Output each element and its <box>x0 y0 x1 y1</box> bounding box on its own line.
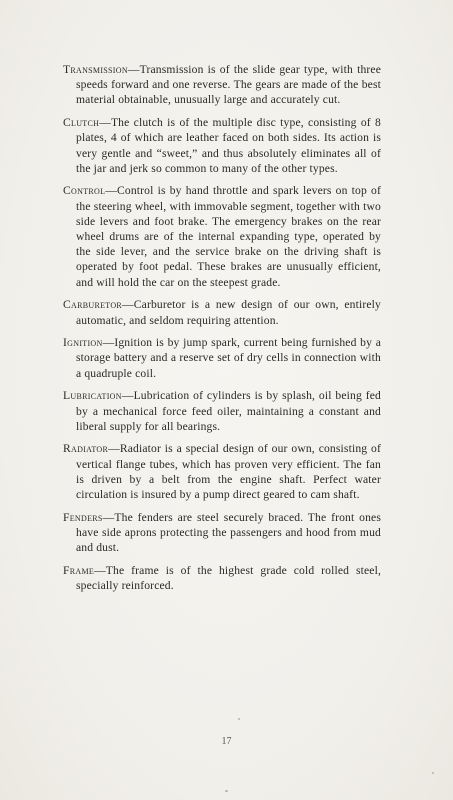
entry-term: Lubrication <box>63 389 122 403</box>
entry-body: —Lubrication of cylinders is by splash, oil being fed by a mechanical force feed oiler, maintaining a constant and liberal supply for all bearings. <box>76 389 381 433</box>
entry-body: —The clutch is of the multiple disc type, consisting of 8 plates, 4 of which are leather faced on both sides. Its action is very gentle and “sweet,” and thus absolutely eliminates all of the jar and jerk so common to many of the other types. <box>76 116 381 175</box>
entry-term: Transmission <box>63 63 128 76</box>
paper-speck <box>432 772 434 774</box>
entry-term: Carburetor <box>63 298 123 312</box>
entry-term: Ignition <box>63 336 103 350</box>
entry-term: Clutch <box>63 116 100 130</box>
entry-body: —Control is by hand throttle and spark levers on top of the steering wheel, with immovable segment, together with two side levers and foot brake. The emergency brakes on the rear wheel drums are of the internal expanding type, operated by the side lever, and the service brake on the driving shaft is operated by foot pedal. These brakes are unusually efficient, and will hold the car on the steepest grade. <box>76 184 381 289</box>
entry-body: —The fenders are steel securely braced. The front ones have side aprons protecting the passengers and hood from mud and dust. <box>76 510 381 555</box>
paper-speck <box>225 790 228 792</box>
entry-lubrication <box>63 388 381 434</box>
entry-clutch <box>63 115 381 176</box>
entry-ignition <box>63 335 381 381</box>
entry-body: —Transmission is of the slide gear type, with three speeds forward and one reverse. The gears are made of the best material obtainable, unusually large and accurately cut. <box>76 63 381 107</box>
entry-frame <box>63 563 381 593</box>
entry-body: —The frame is of the highest grade cold rolled steel, specially reinforced. <box>76 563 381 593</box>
specifications-text <box>63 62 381 601</box>
entry-term: Radiator <box>63 442 109 456</box>
entry-term: Frame <box>63 563 95 577</box>
entry-control <box>63 183 381 289</box>
entry-radiator <box>63 441 381 502</box>
entry-term: Fenders <box>63 510 103 524</box>
entry-transmission <box>63 62 381 108</box>
paper-speck <box>238 718 240 720</box>
entry-body: —Radiator is a special design of our own, consisting of vertical flange tubes, which has proven very efficient. The fan is driven by a belt from the engine shaft. Perfect water circulation is insured by a pump direct geared to cam shaft. <box>76 442 381 502</box>
entry-body: —Carburetor is a new design of our own, entirely automatic, and seldom requiring attention. <box>76 298 381 327</box>
entry-carburetor <box>63 297 381 327</box>
entry-term: Control <box>63 184 106 198</box>
entry-body: —Ignition is by jump spark, current being furnished by a storage battery and a reserve set of dry cells in connection with a quadruple coil. <box>76 336 381 380</box>
page-number: 17 <box>221 736 232 747</box>
entry-fenders <box>63 510 381 556</box>
